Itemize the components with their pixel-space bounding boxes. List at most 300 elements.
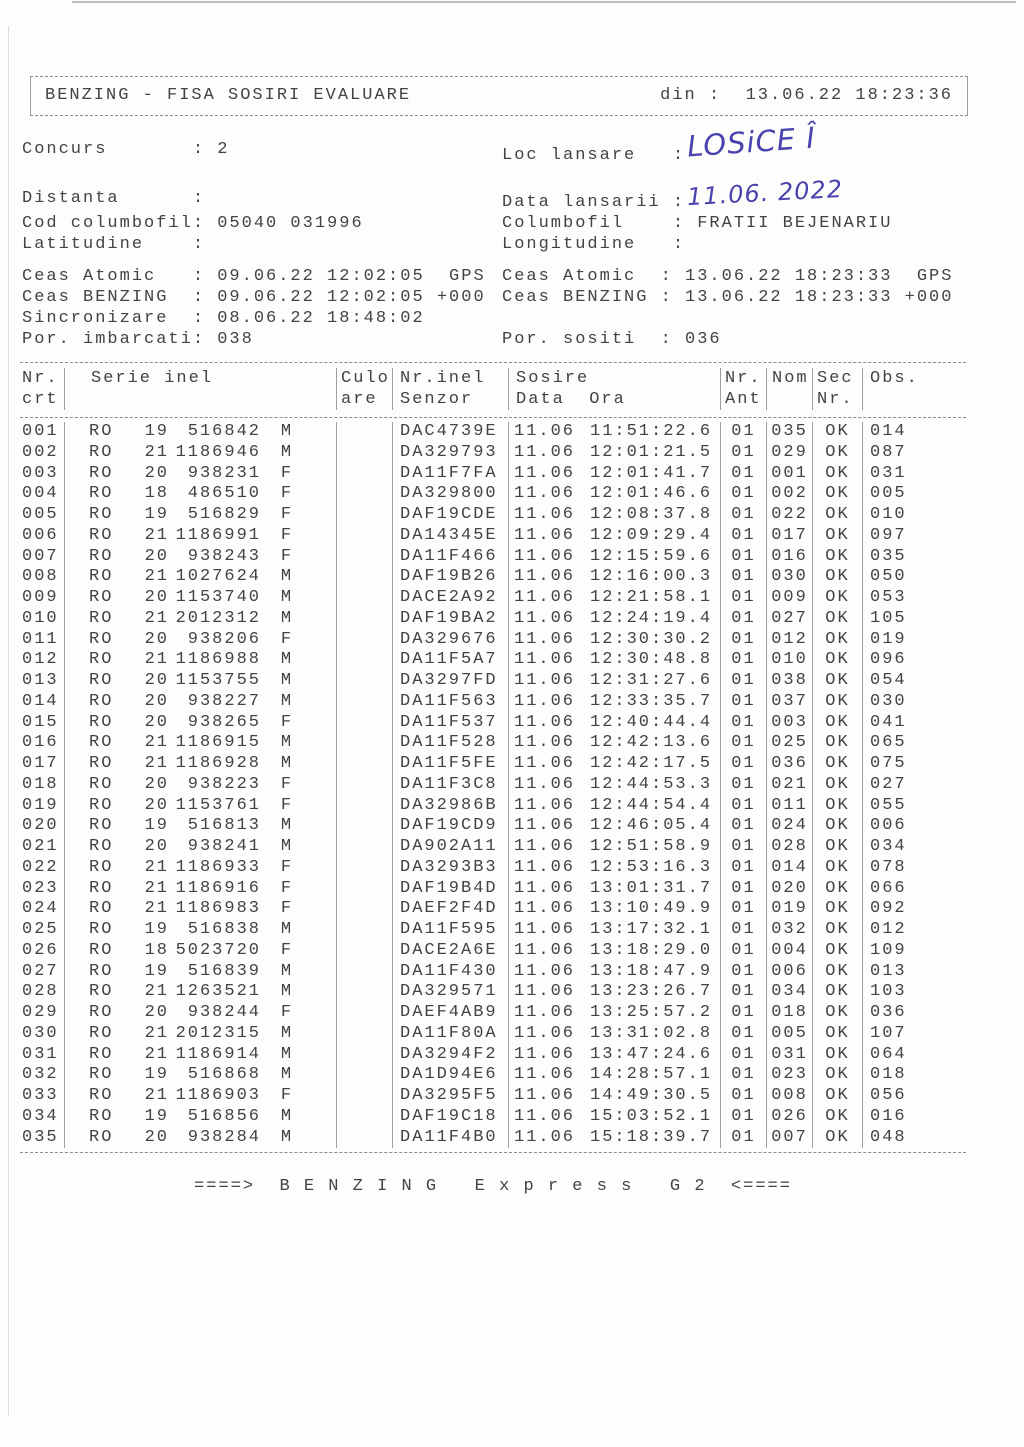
row-nr: 008 bbox=[22, 567, 59, 587]
row-culoare bbox=[336, 858, 392, 879]
row-sec: OK bbox=[812, 464, 862, 485]
row-year: 20 bbox=[144, 837, 169, 856]
row-arrival-time: 14:49:30.5 bbox=[590, 1086, 713, 1105]
row-sensor-id: DA902A11 bbox=[392, 837, 508, 858]
row-country: RO bbox=[89, 1065, 114, 1085]
row-sensor-id: DA3295F5 bbox=[392, 1086, 508, 1107]
row-arrival-time: 12:40:44.4 bbox=[590, 712, 713, 732]
row-culoare bbox=[336, 837, 392, 858]
row-country: RO bbox=[89, 878, 114, 898]
row-ring-number: 2012315 bbox=[175, 1023, 261, 1043]
row-sex: F bbox=[280, 484, 294, 504]
row-sosire bbox=[508, 837, 720, 858]
row-arrival-date: 11.06 bbox=[514, 505, 576, 524]
row-culoare bbox=[336, 567, 392, 588]
row-nr: 003 bbox=[22, 463, 59, 483]
row-culoare bbox=[336, 547, 392, 568]
row-arrival-date: 11.06 bbox=[514, 795, 576, 815]
row-year: 18 bbox=[144, 940, 169, 960]
row-arrival-date: 11.06 bbox=[514, 878, 576, 898]
row-nr-ant: 01 bbox=[720, 609, 766, 630]
row-obs: 105 bbox=[862, 609, 966, 630]
row-nr-ant: 01 bbox=[720, 775, 766, 796]
row-ring-number: 516839 bbox=[187, 961, 261, 981]
row-nom: 001 bbox=[766, 464, 812, 485]
row-nr: 015 bbox=[22, 712, 59, 732]
row-nom: 006 bbox=[766, 962, 812, 983]
row-sec: OK bbox=[812, 837, 862, 858]
row-year: 21 bbox=[144, 899, 169, 919]
row-arrival-time: 12:15:59.6 bbox=[590, 546, 713, 566]
row-sec: OK bbox=[812, 630, 862, 651]
row-obs: 018 bbox=[862, 1065, 966, 1086]
row-ring-number: 938244 bbox=[187, 1003, 261, 1022]
row-nom: 019 bbox=[766, 899, 812, 920]
info-row bbox=[22, 174, 990, 213]
row-nr-ant: 01 bbox=[720, 754, 766, 775]
table-row bbox=[20, 505, 966, 526]
row-nr: 012 bbox=[22, 650, 59, 670]
sincronizare-line: Sincronizare : 08.06.22 18:48:02 bbox=[22, 309, 425, 328]
row-sex: M bbox=[280, 1127, 294, 1147]
row-year: 21 bbox=[144, 525, 169, 545]
row-sex: M bbox=[280, 1065, 294, 1085]
row-arrival-time: 12:24:19.4 bbox=[590, 608, 713, 628]
row-nr: 026 bbox=[22, 940, 59, 960]
row-arrival-date: 11.06 bbox=[514, 484, 576, 504]
row-nom: 010 bbox=[766, 650, 812, 671]
table-row bbox=[20, 671, 966, 692]
row-sensor-id: DA11F3C8 bbox=[392, 775, 508, 796]
table-row bbox=[20, 464, 966, 485]
row-ring-number: 516856 bbox=[187, 1106, 261, 1126]
row-sosire bbox=[508, 526, 720, 547]
loc-lansare-handwritten: LOSiCE Î bbox=[685, 120, 817, 164]
col-header-line: Nr. bbox=[22, 369, 59, 388]
row-arrival-date: 11.06 bbox=[514, 1127, 576, 1147]
row-nom: 034 bbox=[766, 982, 812, 1003]
row-serie-inel bbox=[64, 899, 336, 920]
row-arrival-date: 11.06 bbox=[514, 671, 576, 690]
row-country: RO bbox=[89, 650, 114, 670]
row-nom: 023 bbox=[766, 1065, 812, 1086]
table-row bbox=[20, 920, 966, 941]
row-sex: F bbox=[280, 878, 294, 898]
table-row bbox=[20, 526, 966, 547]
row-culoare bbox=[336, 464, 392, 485]
row-sosire bbox=[508, 1065, 720, 1086]
row-sensor-id: DA11F595 bbox=[392, 920, 508, 941]
col-header-line: Ant bbox=[725, 390, 762, 409]
row-nr-ant: 01 bbox=[720, 858, 766, 879]
row-country: RO bbox=[89, 961, 114, 981]
row-sec: OK bbox=[812, 671, 862, 692]
col-header-line: Serie inel bbox=[91, 369, 214, 388]
loc-lansare-line bbox=[502, 120, 817, 166]
table-row bbox=[20, 692, 966, 713]
porumbei-sositi-line: Por. sositi : 036 bbox=[502, 330, 722, 349]
col-header-nr-ant bbox=[720, 368, 766, 410]
row-obs: 053 bbox=[862, 588, 966, 609]
row-culoare bbox=[336, 899, 392, 920]
row-year: 21 bbox=[144, 1023, 169, 1043]
row-serie-inel bbox=[64, 1107, 336, 1128]
row-sec: OK bbox=[812, 816, 862, 837]
table-row bbox=[20, 899, 966, 920]
col-header-obs bbox=[862, 368, 966, 410]
row-country: RO bbox=[89, 546, 114, 566]
row-obs: 092 bbox=[862, 899, 966, 920]
table-header bbox=[20, 363, 966, 418]
row-serie-inel bbox=[64, 692, 336, 713]
row-sex: M bbox=[280, 1044, 294, 1064]
row-sec: OK bbox=[812, 484, 862, 505]
row-sex: M bbox=[280, 650, 294, 670]
row-arrival-time: 12:21:58.1 bbox=[590, 588, 713, 607]
col-header-culoare bbox=[336, 368, 392, 410]
row-country: RO bbox=[89, 1003, 114, 1022]
row-culoare bbox=[336, 609, 392, 630]
row-year: 21 bbox=[144, 1086, 169, 1105]
row-nr: 018 bbox=[22, 774, 59, 794]
row-nr: 020 bbox=[22, 816, 59, 836]
row-year: 20 bbox=[144, 629, 169, 649]
row-culoare bbox=[336, 422, 392, 443]
row-year: 21 bbox=[144, 982, 169, 1002]
row-arrival-time: 12:09:29.4 bbox=[590, 525, 713, 545]
table-row bbox=[20, 1086, 966, 1107]
row-obs: 027 bbox=[862, 775, 966, 796]
row-serie-inel bbox=[64, 1128, 336, 1149]
row-nr-ant: 01 bbox=[720, 464, 766, 485]
row-nr: 006 bbox=[22, 525, 59, 545]
row-arrival-time: 12:46:05.4 bbox=[590, 816, 713, 836]
row-sec: OK bbox=[812, 1065, 862, 1086]
row-sec: OK bbox=[812, 858, 862, 879]
row-sec: OK bbox=[812, 547, 862, 568]
longitudine-line: Longitudine : bbox=[502, 235, 686, 254]
table-row bbox=[20, 713, 966, 734]
row-obs: 109 bbox=[862, 941, 966, 962]
row-country: RO bbox=[89, 1044, 114, 1064]
row-serie-inel bbox=[64, 982, 336, 1003]
table-row bbox=[20, 754, 966, 775]
row-sensor-id: DAF19CDE bbox=[392, 505, 508, 526]
row-country: RO bbox=[89, 608, 114, 628]
row-nr: 001 bbox=[22, 422, 59, 441]
row-year: 21 bbox=[144, 650, 169, 670]
row-sosire bbox=[508, 567, 720, 588]
row-nom: 037 bbox=[766, 692, 812, 713]
col-header-line: Nom bbox=[772, 369, 809, 388]
row-arrival-date: 11.06 bbox=[514, 525, 576, 545]
row-ring-number: 1263521 bbox=[175, 982, 261, 1002]
col-header-sec-nr bbox=[812, 368, 862, 410]
row-sosire bbox=[508, 609, 720, 630]
row-arrival-time: 12:44:54.4 bbox=[590, 795, 713, 815]
row-obs: 066 bbox=[862, 879, 966, 900]
row-sosire bbox=[508, 982, 720, 1003]
row-sosire bbox=[508, 816, 720, 837]
row-arrival-date: 11.06 bbox=[514, 754, 576, 773]
row-sosire bbox=[508, 754, 720, 775]
row-ring-number: 1186988 bbox=[175, 650, 261, 670]
row-sec: OK bbox=[812, 567, 862, 588]
row-arrival-time: 13:18:29.0 bbox=[590, 940, 713, 960]
row-nr-ant: 01 bbox=[720, 816, 766, 837]
row-arrival-date: 11.06 bbox=[514, 1023, 576, 1043]
row-arrival-date: 11.06 bbox=[514, 546, 576, 566]
row-nr-ant: 01 bbox=[720, 1003, 766, 1024]
row-sec: OK bbox=[812, 982, 862, 1003]
row-year: 19 bbox=[144, 961, 169, 981]
row-sosire bbox=[508, 464, 720, 485]
row-nom: 002 bbox=[766, 484, 812, 505]
row-year: 21 bbox=[144, 733, 169, 753]
row-nr: 021 bbox=[22, 837, 59, 856]
row-serie-inel bbox=[64, 630, 336, 651]
row-nom: 038 bbox=[766, 671, 812, 692]
row-year: 20 bbox=[144, 712, 169, 732]
row-sosire bbox=[508, 547, 720, 568]
row-culoare bbox=[336, 443, 392, 464]
row-country: RO bbox=[89, 442, 114, 462]
row-year: 19 bbox=[144, 1065, 169, 1085]
row-arrival-time: 13:47:24.6 bbox=[590, 1044, 713, 1064]
row-ring-number: 1153740 bbox=[175, 588, 261, 607]
row-ring-number: 516829 bbox=[187, 505, 261, 524]
row-arrival-time: 12:16:00.3 bbox=[590, 567, 713, 587]
row-nr-ant: 01 bbox=[720, 1024, 766, 1045]
clock-row bbox=[22, 287, 1006, 308]
col-header-line: Nr. bbox=[817, 390, 854, 409]
row-country: RO bbox=[89, 1086, 114, 1105]
row-sensor-id: DA329793 bbox=[392, 443, 508, 464]
row-nr: 004 bbox=[22, 484, 59, 504]
row-ring-number: 938241 bbox=[187, 837, 261, 856]
row-year: 19 bbox=[144, 816, 169, 836]
row-arrival-time: 13:17:32.1 bbox=[590, 920, 713, 939]
row-arrival-time: 12:01:46.6 bbox=[590, 484, 713, 504]
row-sosire bbox=[508, 796, 720, 817]
row-country: RO bbox=[89, 795, 114, 815]
row-nr: 009 bbox=[22, 588, 59, 607]
row-arrival-date: 11.06 bbox=[514, 1086, 576, 1105]
row-arrival-date: 11.06 bbox=[514, 982, 576, 1002]
columbofil-line: Columbofil : FRATII BEJENARIU bbox=[502, 214, 893, 233]
row-obs: 012 bbox=[862, 920, 966, 941]
row-arrival-time: 12:44:53.3 bbox=[590, 774, 713, 794]
row-nr-ant: 01 bbox=[720, 1045, 766, 1066]
row-culoare bbox=[336, 1024, 392, 1045]
row-sensor-id: DA3293B3 bbox=[392, 858, 508, 879]
row-nom: 011 bbox=[766, 796, 812, 817]
results-table bbox=[20, 362, 966, 1153]
row-sec: OK bbox=[812, 733, 862, 754]
table-row bbox=[20, 816, 966, 837]
report-header-box bbox=[30, 76, 968, 116]
row-obs: 056 bbox=[862, 1086, 966, 1107]
row-sensor-id: DA3297FD bbox=[392, 671, 508, 692]
row-obs: 048 bbox=[862, 1128, 966, 1149]
row-sensor-id: DA11F430 bbox=[392, 962, 508, 983]
clock-row bbox=[22, 266, 1006, 287]
row-arrival-time: 12:42:17.5 bbox=[590, 754, 713, 773]
row-year: 20 bbox=[144, 691, 169, 711]
row-sex: F bbox=[280, 1003, 294, 1022]
row-country: RO bbox=[89, 525, 114, 545]
row-year: 20 bbox=[144, 671, 169, 690]
row-year: 20 bbox=[144, 1003, 169, 1022]
row-sosire bbox=[508, 1024, 720, 1045]
row-culoare bbox=[336, 1086, 392, 1107]
footer-benzing-express: ====> B E N Z I N G E x p r e s s G 2 <==== bbox=[194, 1177, 792, 1196]
row-sex: M bbox=[280, 733, 294, 753]
porumbei-imbarcati-line: Por. imbarcati: 038 bbox=[22, 330, 254, 349]
row-sec: OK bbox=[812, 962, 862, 983]
row-nom: 014 bbox=[766, 858, 812, 879]
scan-artifact-left-line bbox=[8, 26, 9, 1416]
row-ring-number: 938265 bbox=[187, 712, 261, 732]
col-header-nom bbox=[766, 368, 812, 410]
row-sex: F bbox=[280, 505, 294, 524]
row-country: RO bbox=[89, 857, 114, 877]
row-arrival-time: 12:33:35.7 bbox=[590, 691, 713, 711]
row-nom: 022 bbox=[766, 505, 812, 526]
row-serie-inel bbox=[64, 713, 336, 734]
row-ring-number: 938243 bbox=[187, 546, 261, 566]
row-sosire bbox=[508, 505, 720, 526]
row-nr-ant: 01 bbox=[720, 1128, 766, 1149]
row-nr-ant: 01 bbox=[720, 941, 766, 962]
col-header-line: Culo bbox=[341, 369, 390, 388]
row-arrival-time: 13:18:47.9 bbox=[590, 961, 713, 981]
row-culoare bbox=[336, 588, 392, 609]
row-culoare bbox=[336, 941, 392, 962]
table-row bbox=[20, 837, 966, 858]
row-serie-inel bbox=[64, 547, 336, 568]
row-culoare bbox=[336, 630, 392, 651]
row-nr-ant: 01 bbox=[720, 1107, 766, 1128]
row-nr-ant: 01 bbox=[720, 733, 766, 754]
row-ring-number: 516838 bbox=[187, 920, 261, 939]
row-year: 19 bbox=[144, 505, 169, 524]
row-obs: 075 bbox=[862, 754, 966, 775]
scan-artifact-top-line bbox=[72, 1, 1016, 3]
row-sensor-id: DA1D94E6 bbox=[392, 1065, 508, 1086]
row-sosire bbox=[508, 484, 720, 505]
row-obs: 035 bbox=[862, 547, 966, 568]
row-country: RO bbox=[89, 1023, 114, 1043]
row-sec: OK bbox=[812, 899, 862, 920]
row-country: RO bbox=[89, 1127, 114, 1147]
table-row bbox=[20, 650, 966, 671]
row-ring-number: 1186916 bbox=[175, 878, 261, 898]
row-sex: M bbox=[280, 816, 294, 836]
row-year: 20 bbox=[144, 795, 169, 815]
row-serie-inel bbox=[64, 816, 336, 837]
row-arrival-date: 11.06 bbox=[514, 712, 576, 732]
row-nr: 013 bbox=[22, 671, 59, 690]
row-arrival-date: 11.06 bbox=[514, 1065, 576, 1085]
row-ring-number: 5023720 bbox=[175, 940, 261, 960]
row-country: RO bbox=[89, 422, 114, 441]
clock-row bbox=[22, 329, 1006, 350]
row-ring-number: 1186915 bbox=[175, 733, 261, 753]
row-ring-number: 1027624 bbox=[175, 567, 261, 587]
row-sec: OK bbox=[812, 692, 862, 713]
row-arrival-time: 13:10:49.9 bbox=[590, 899, 713, 919]
table-row bbox=[20, 1128, 966, 1149]
row-serie-inel bbox=[64, 505, 336, 526]
col-header-line: Obs. bbox=[870, 369, 919, 388]
col-header-line: Nr. bbox=[725, 369, 762, 388]
col-header-serie-inel bbox=[64, 368, 336, 410]
row-sex: F bbox=[280, 525, 294, 545]
row-sensor-id: DA32986B bbox=[392, 796, 508, 817]
row-nom: 003 bbox=[766, 713, 812, 734]
row-serie-inel bbox=[64, 650, 336, 671]
row-sosire bbox=[508, 920, 720, 941]
row-nom: 035 bbox=[766, 422, 812, 443]
row-nom: 032 bbox=[766, 920, 812, 941]
row-sensor-id: DACE2A6E bbox=[392, 941, 508, 962]
row-sensor-id: DAF19CD9 bbox=[392, 816, 508, 837]
row-country: RO bbox=[89, 691, 114, 711]
row-nr: 035 bbox=[22, 1127, 59, 1147]
row-arrival-time: 12:01:41.7 bbox=[590, 463, 713, 483]
row-ring-number: 1186903 bbox=[175, 1086, 261, 1105]
row-culoare bbox=[336, 526, 392, 547]
row-sosire bbox=[508, 1107, 720, 1128]
row-nr: 014 bbox=[22, 691, 59, 711]
report-title: BENZING - FISA SOSIRI EVALUARE bbox=[45, 86, 412, 105]
data-lansarii-line bbox=[502, 174, 844, 213]
row-ring-number: 938231 bbox=[187, 463, 261, 483]
row-arrival-time: 12:31:27.6 bbox=[590, 671, 713, 690]
row-nr-ant: 01 bbox=[720, 796, 766, 817]
row-sensor-id: DA329800 bbox=[392, 484, 508, 505]
clock-row bbox=[22, 308, 1006, 329]
row-ring-number: 1186991 bbox=[175, 525, 261, 545]
row-year: 20 bbox=[144, 774, 169, 794]
latitudine-line: Latitudine : bbox=[22, 235, 206, 254]
row-sec: OK bbox=[812, 609, 862, 630]
row-sosire bbox=[508, 443, 720, 464]
row-sex: F bbox=[280, 463, 294, 483]
row-sosire bbox=[508, 588, 720, 609]
table-row bbox=[20, 422, 966, 443]
row-sec: OK bbox=[812, 754, 862, 775]
row-sensor-id: DA11F80A bbox=[392, 1024, 508, 1045]
row-sex: M bbox=[280, 608, 294, 628]
row-nom: 036 bbox=[766, 754, 812, 775]
row-ring-number: 938206 bbox=[187, 629, 261, 649]
row-serie-inel bbox=[64, 775, 336, 796]
table-row bbox=[20, 796, 966, 817]
row-sec: OK bbox=[812, 526, 862, 547]
row-arrival-date: 11.06 bbox=[514, 691, 576, 711]
row-sex: M bbox=[280, 691, 294, 711]
row-ring-number: 938223 bbox=[187, 774, 261, 794]
row-country: RO bbox=[89, 463, 114, 483]
table-row bbox=[20, 775, 966, 796]
row-culoare bbox=[336, 713, 392, 734]
row-sec: OK bbox=[812, 920, 862, 941]
row-sex: M bbox=[280, 1106, 294, 1126]
row-nr-ant: 01 bbox=[720, 588, 766, 609]
row-sensor-id: DA11F5A7 bbox=[392, 650, 508, 671]
